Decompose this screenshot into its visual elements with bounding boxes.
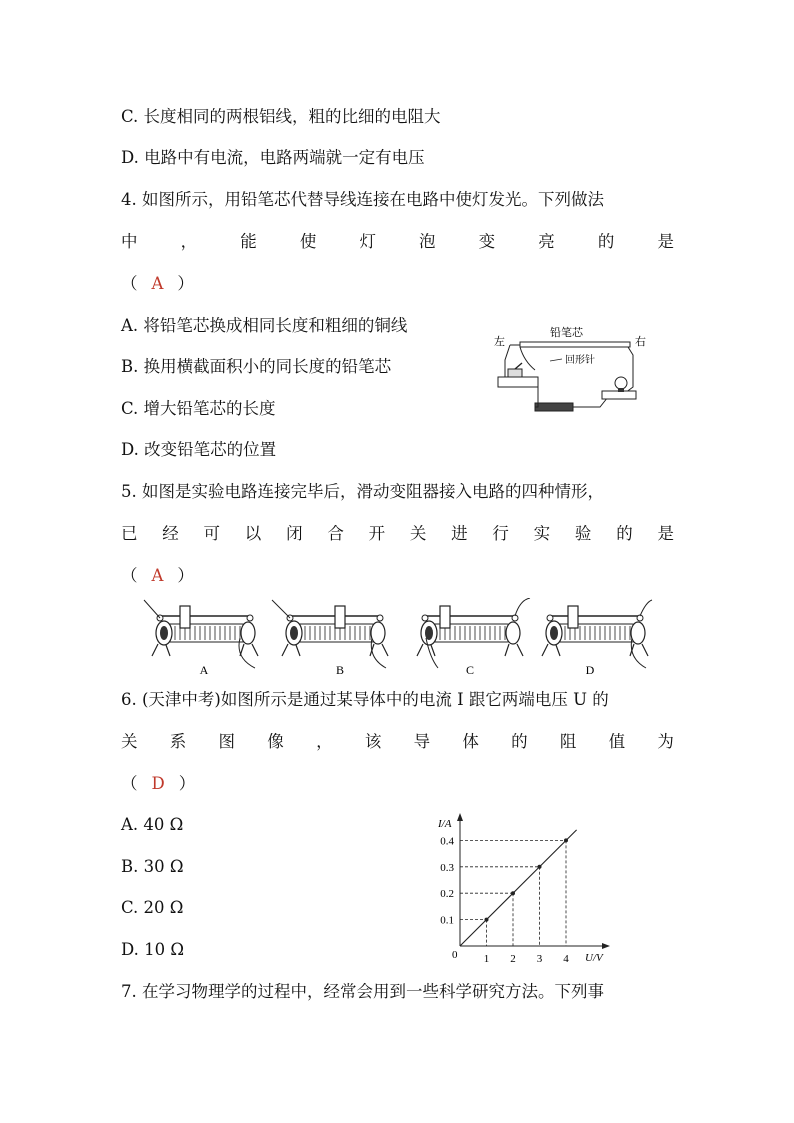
- q6-char: 关: [121, 732, 138, 751]
- q5-answer: A: [151, 566, 164, 585]
- paren-close: ）: [178, 774, 196, 793]
- pencil-lead-label: 铅笔芯: [550, 327, 583, 339]
- switch: [508, 369, 522, 377]
- bulb-base: [602, 391, 636, 399]
- q5-answer-line: [121, 566, 194, 586]
- data-point: [564, 838, 568, 842]
- y-tick-label: 0.2: [440, 888, 454, 901]
- rheostat-a: [144, 600, 258, 668]
- y-axis-label: I/A: [438, 818, 452, 830]
- q6-char: ，: [316, 732, 333, 751]
- x-tick-label: 1: [483, 953, 490, 965]
- y-axis-arrow-icon: [457, 813, 463, 821]
- q4-option-d: D. 改变铅笔芯的位置: [121, 440, 277, 459]
- q6-char: 该: [364, 732, 382, 751]
- q5-char: 关: [409, 524, 427, 543]
- left-label: 左: [494, 336, 505, 348]
- switch-base: [498, 377, 538, 387]
- pencil-lead: [520, 342, 630, 347]
- q4-char: 是: [657, 232, 674, 251]
- data-point: [538, 865, 542, 869]
- q4-char: 使: [299, 232, 317, 251]
- q4-option-b: B. 换用横截面积小的同长度的铅笔芯: [121, 357, 392, 376]
- q4-answer-line: [121, 274, 194, 294]
- q6-option-b: B. 30 Ω: [121, 857, 184, 876]
- q4-char: 变: [478, 232, 496, 251]
- q5-char: 实: [533, 524, 551, 543]
- q6-stem-line1: 6. (天津中考)如图所示是通过某导体中的电流 I 跟它两端电压 U 的: [121, 690, 609, 709]
- rheostat-figures: [140, 598, 670, 680]
- q6-option-a: A. 40 Ω: [121, 815, 184, 834]
- series-line: [460, 830, 577, 946]
- q6-char: 为: [657, 732, 674, 751]
- x-axis-arrow-icon: [602, 943, 610, 949]
- q6-char: 值: [608, 732, 626, 751]
- paren-close: ）: [177, 274, 194, 293]
- q5-char: 行: [492, 524, 509, 543]
- x-tick-label: 2: [510, 953, 516, 965]
- q4-char: 泡: [419, 232, 436, 251]
- battery: [535, 403, 573, 411]
- paren-close: ）: [177, 566, 194, 585]
- q5-char: 开: [368, 524, 386, 543]
- q5-stem-line1: 5. 如图是实验电路连接完毕后，滑动变阻器接入电路的四种情形，: [121, 482, 604, 501]
- q6-char: 系: [169, 732, 187, 751]
- q4-stem-line2: [121, 232, 674, 252]
- bulb-icon: [615, 377, 627, 389]
- q5-char: 已: [121, 524, 138, 543]
- leader-line: [550, 359, 562, 361]
- q4-char: 中: [121, 232, 138, 251]
- q6-answer-line: [121, 774, 195, 794]
- q4-char: 灯: [359, 232, 376, 251]
- data-point: [511, 891, 515, 895]
- switch-lever: [515, 363, 522, 369]
- q5-char: 是: [657, 524, 674, 543]
- figure-label-c: C: [465, 663, 475, 677]
- q6-option-d: D. 10 Ω: [121, 940, 185, 959]
- figure-label-d: D: [585, 663, 595, 677]
- q7-stem-line1: 7. 在学习物理学的过程中，经常会用到一些科学研究方法。下列事: [121, 982, 604, 1001]
- q4-answer: A: [151, 274, 164, 293]
- q4-char: 亮: [538, 232, 555, 251]
- q6-option-c: C. 20 Ω: [121, 898, 184, 917]
- q6-char: 导: [413, 732, 431, 751]
- rheostat-d: [542, 600, 652, 668]
- q6-char: 像: [267, 732, 284, 751]
- q5-char: 进: [451, 524, 468, 543]
- q5-char: 闭: [286, 524, 303, 543]
- q4-char: 的: [597, 232, 615, 251]
- pencil-lead-circuit-figure: [490, 325, 650, 415]
- q5-char: 可: [203, 524, 221, 543]
- q5-char: 验: [574, 524, 592, 543]
- bulb-socket: [618, 388, 624, 392]
- figure-label-a: A: [199, 663, 209, 677]
- x-axis-label: U/V: [585, 952, 603, 964]
- rheostat-c: [417, 598, 530, 668]
- q5-char: 的: [616, 524, 633, 543]
- paper-clip-label: 回形针: [565, 355, 595, 366]
- x-tick-label: 4: [563, 953, 569, 965]
- paren-open: （: [121, 274, 138, 293]
- q6-char: 的: [511, 732, 528, 751]
- wire: [520, 347, 535, 370]
- q6-answer: D: [151, 774, 165, 793]
- q5-stem-line2: [121, 524, 674, 544]
- q5-char: 以: [244, 524, 262, 543]
- q4-stem-line1: 4. 如图所示，用铅笔芯代替导线连接在电路中使灯发光。下列做法: [121, 190, 604, 209]
- q6-char: 阻: [559, 732, 577, 751]
- q4-char: ，: [180, 232, 198, 251]
- y-tick-label: 0.4: [440, 835, 454, 848]
- prev-option-d: D. 电路中有电流，电路两端就一定有电压: [121, 148, 425, 167]
- q6-char: 体: [462, 732, 479, 751]
- data-point: [485, 918, 489, 922]
- prev-option-c: C. 长度相同的两根铝线，粗的比细的电阻大: [121, 107, 441, 126]
- figure-label-b: B: [335, 663, 345, 677]
- rheostat-b: [272, 600, 388, 668]
- y-tick-label: 0.3: [440, 861, 454, 874]
- q4-char: 能: [240, 232, 257, 251]
- q5-char: 经: [162, 524, 179, 543]
- y-tick-label: 0.1: [440, 914, 454, 927]
- q6-stem-line2: [121, 732, 674, 752]
- q4-option-a: A. 将铅笔芯换成相同长度和粗细的铜线: [121, 316, 408, 335]
- paren-open: （: [121, 774, 138, 793]
- x-tick-label: 3: [536, 953, 543, 965]
- origin-label: 0: [452, 949, 458, 961]
- right-label: 右: [635, 336, 646, 348]
- q5-char: 合: [327, 524, 344, 543]
- paren-open: （: [121, 566, 138, 585]
- q6-char: 图: [218, 732, 236, 751]
- q4-option-c: C. 增大铅笔芯的长度: [121, 399, 276, 418]
- current-voltage-graph: [425, 808, 620, 970]
